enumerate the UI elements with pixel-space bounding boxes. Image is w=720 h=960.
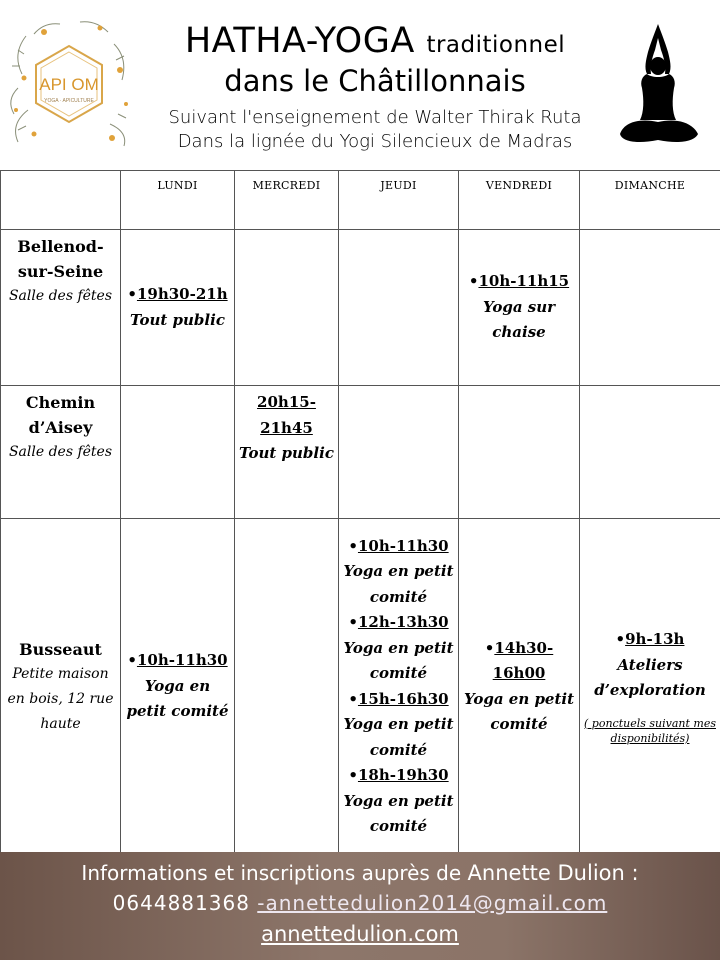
contact-line	[0, 888, 720, 918]
yogi-silhouette-icon	[614, 22, 706, 148]
svg-text:YOGA · APICULTURE: YOGA · APICULTURE	[44, 98, 94, 104]
class-slot: •15h-16h30 Yoga en petit comité	[343, 689, 454, 759]
class-slot: •12h-13h30 Yoga en petit comité	[343, 613, 454, 682]
header-cell-lundi: LUNDI	[121, 171, 235, 230]
table-row	[1, 386, 720, 519]
class-slot: •14h30-16h00 Yoga en petit comité	[463, 638, 575, 733]
class-slot: •10h-11h30 Yoga en petit comité	[126, 651, 229, 721]
empty-cell	[339, 386, 459, 519]
empty-cell	[339, 230, 459, 386]
svg-text:API OM: API OM	[39, 75, 99, 94]
phone-number: 0644881368	[112, 891, 258, 915]
slot-cell	[121, 519, 235, 855]
availability-note: ( ponctuels suivant mes disponibilités)	[584, 716, 716, 745]
email-link[interactable]: -annettedulion2014@gmail.com	[257, 891, 608, 915]
info-line: Informations et inscriptions auprès de Annette Dulion :	[81, 861, 639, 885]
slot-cell	[459, 230, 580, 386]
class-slot: •10h-11h30 Yoga en petit comité	[343, 536, 454, 606]
website-line	[0, 918, 720, 950]
api-om-logo	[4, 14, 134, 154]
main-title: HATHA-YOGA traditionnel	[184, 21, 566, 61]
schedule-table	[0, 170, 720, 855]
website-link[interactable]: annettedulion.com	[261, 922, 459, 946]
header-cell-vendredi: VENDREDI	[459, 171, 580, 230]
slot-cell	[235, 386, 339, 519]
empty-cell	[580, 386, 720, 519]
location-name: Busseaut	[19, 639, 102, 659]
subtitle-teaching: Suivant l'enseignement de Walter Thirak Ruta	[168, 107, 582, 128]
empty-cell	[235, 519, 339, 855]
location-cell	[1, 519, 121, 855]
title-block	[140, 22, 610, 154]
header-cell-mercredi: MERCREDI	[235, 171, 339, 230]
class-slot: •10h-11h15 Yoga sur chaise	[468, 272, 570, 342]
empty-cell	[235, 230, 339, 386]
table-header-row	[1, 171, 720, 230]
class-slot: 20h15-21h45 Tout public	[239, 393, 334, 462]
header-cell-jeudi: JEUDI	[339, 171, 459, 230]
location-place: Salle des fêtes	[8, 444, 113, 460]
empty-cell	[580, 230, 720, 386]
header-cell-empty	[1, 171, 121, 230]
class-slot: •18h-19h30 Yoga en petit comité	[343, 766, 454, 835]
empty-cell	[121, 386, 235, 519]
table-row	[1, 519, 720, 855]
class-slot: •9h-13h Ateliers d’exploration	[594, 630, 706, 700]
title-line-2: dans le Châtillonnais	[224, 64, 526, 98]
location-cell	[1, 230, 121, 386]
class-slot: •19h30-21h Tout public	[127, 285, 228, 329]
contact-footer	[0, 852, 720, 960]
subtitle-lineage: Dans la lignée du Yogi Silencieux de Madras	[177, 131, 573, 152]
page-header	[0, 0, 720, 170]
location-name: Bellenod-sur-Seine	[17, 237, 104, 281]
location-cell	[1, 386, 121, 519]
slot-cell	[339, 519, 459, 855]
table-row	[1, 230, 720, 386]
slot-cell	[580, 519, 720, 855]
location-place: Petite maison en bois, 12 rue haute	[7, 665, 114, 732]
slot-cell	[121, 230, 235, 386]
empty-cell	[459, 386, 580, 519]
location-place: Salle des fêtes	[8, 288, 113, 304]
header-cell-dimanche: DIMANCHE	[580, 171, 720, 230]
slot-cell	[459, 519, 580, 855]
location-name: Chemin d’Aisey	[25, 393, 96, 437]
